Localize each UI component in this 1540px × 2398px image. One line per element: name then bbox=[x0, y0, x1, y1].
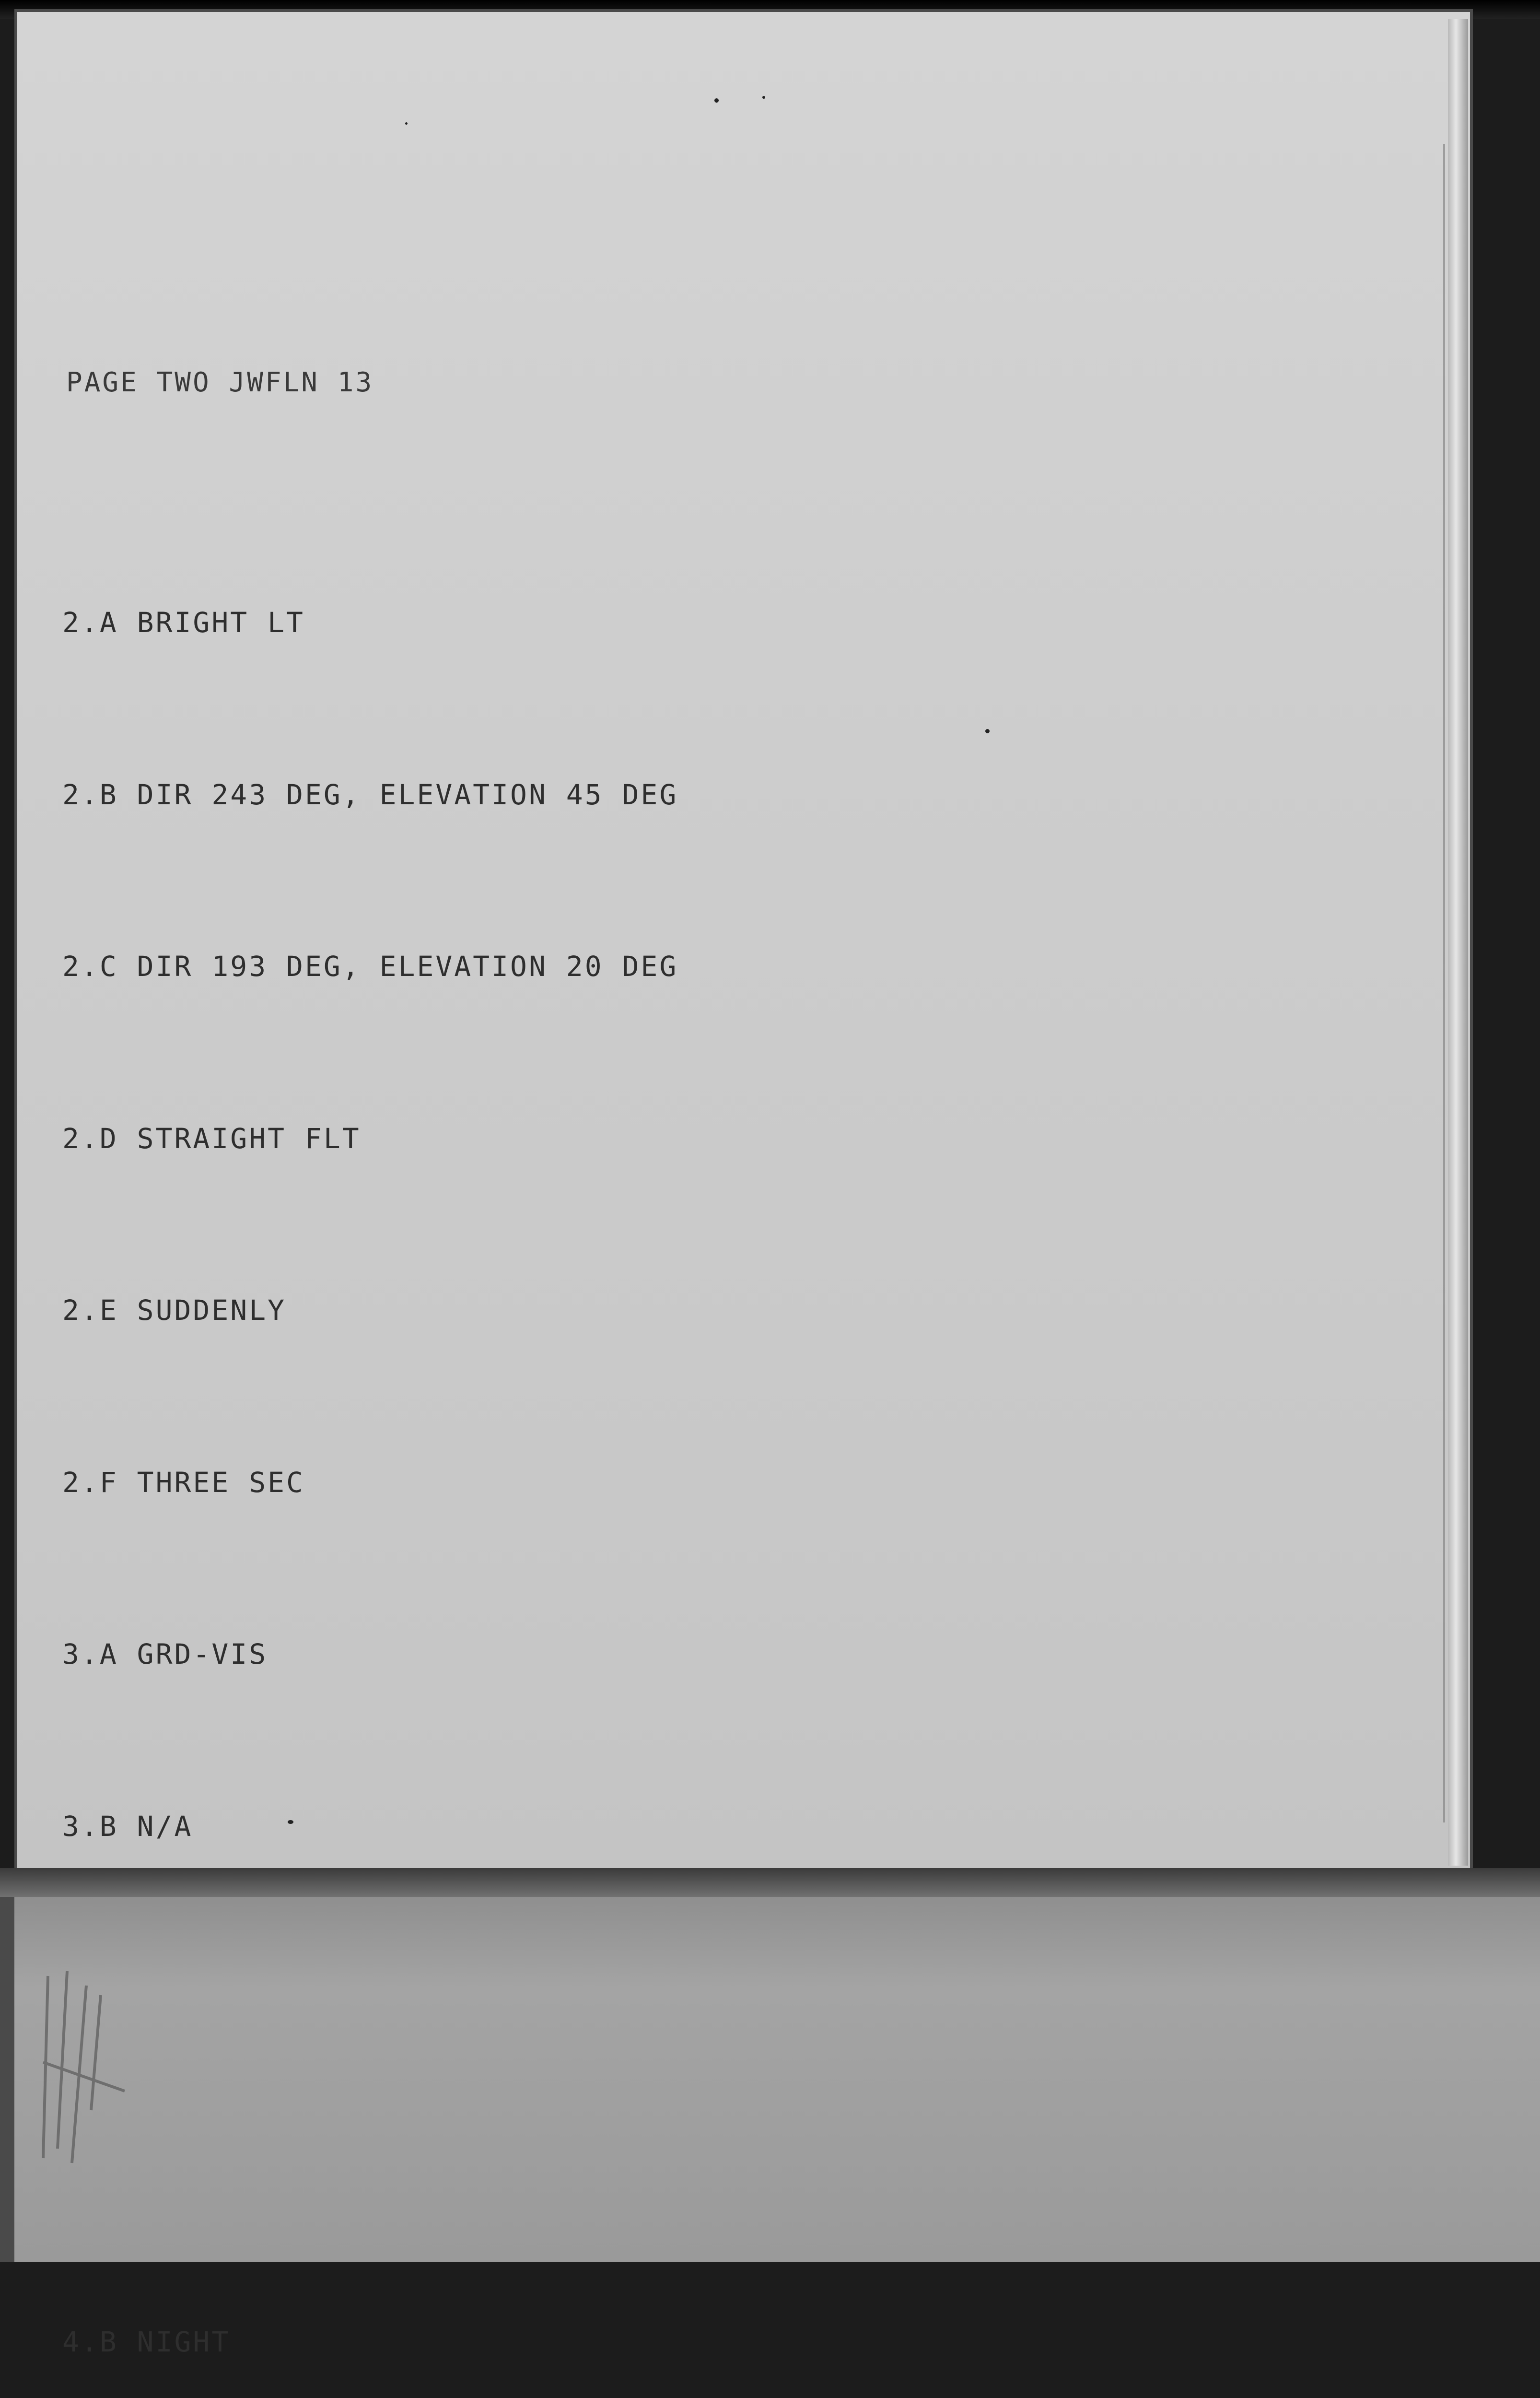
page-right-edge bbox=[1448, 19, 1468, 1866]
dust-speck bbox=[288, 1820, 293, 1824]
page-header: PAGE TWO JWFLN 13 bbox=[66, 367, 374, 398]
page-fold-line bbox=[1443, 144, 1445, 1822]
film-border-left bbox=[0, 1897, 14, 2262]
line-3a: 3.A GRD-VIS bbox=[62, 1638, 268, 1670]
dust-speck bbox=[762, 96, 765, 99]
dust-speck bbox=[985, 729, 990, 733]
line-3b: 3.B N/A bbox=[62, 1810, 193, 1843]
dust-speck bbox=[714, 98, 719, 103]
line-2f: 2.F THREE SEC bbox=[62, 1466, 305, 1499]
line-2c: 2.C DIR 193 DEG, ELEVATION 20 DEG bbox=[62, 950, 678, 983]
line-2a: 2.A BRIGHT LT bbox=[62, 606, 305, 639]
dust-speck bbox=[405, 122, 408, 125]
line-2d: 2.D STRAIGHT FLT bbox=[62, 1122, 361, 1155]
scratch-marks bbox=[29, 1966, 153, 2168]
line-4b: 4.B NIGHT bbox=[62, 2326, 231, 2358]
underlying-sheet bbox=[10, 1897, 1540, 2262]
page-bottom-shadow bbox=[0, 1868, 1540, 1897]
line-2e: 2.E SUDDENLY bbox=[62, 1294, 287, 1327]
line-2b: 2.B DIR 243 DEG, ELEVATION 45 DEG bbox=[62, 778, 678, 811]
